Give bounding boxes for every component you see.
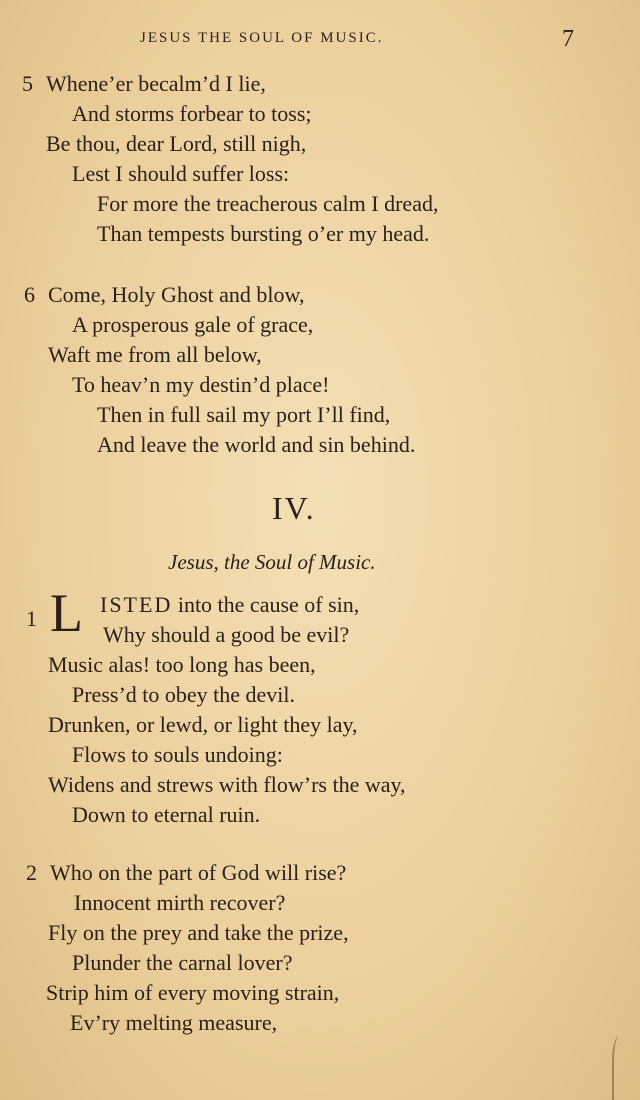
verse-line: Flows to souls undoing: [72,742,283,767]
drop-cap: L [50,583,83,643]
verse-line: Than tempests bursting o’er my head. [97,221,430,246]
verse-line: Widens and strews with flow’rs the way, [48,772,406,797]
verse-line: A prosperous gale of grace, [72,312,314,337]
verse-line: Music alas! too long has been, [48,652,316,677]
hymn-number: IV. [272,490,316,526]
verse-line: And storms forbear to toss; [72,101,312,126]
stanza-number: 6 [24,282,35,307]
hymn-title: Jesus, the Soul of Music. [168,550,376,574]
verse-line: Innocent mirth recover? [74,890,286,915]
first-word-caps: ISTED [100,592,173,617]
verse-line: To heav’n my destin’d place! [72,372,330,397]
page-number: 7 [562,26,574,52]
verse-line: Whene’er becalm’d I lie, [46,71,266,96]
verse-line: Then in full sail my port I’ll find, [97,402,391,427]
verse-line: Who on the part of God will rise? [50,860,347,885]
verse-line: And leave the world and sin behind. [97,432,416,457]
verse-line: For more the treacherous calm I dread, [97,191,439,216]
stanza-number: 2 [26,860,37,885]
verse-line: Press’d to obey the devil. [72,682,296,707]
verse-line-first [100,594,359,616]
first-line-rest: into the cause of sin, [172,592,360,617]
verse-line: Why should a good be evil? [103,622,350,647]
page-edge-mark [612,1036,630,1100]
verse-line: Come, Holy Ghost and blow, [48,282,305,307]
stanza-number: 1 [26,606,37,631]
verse-line: Strip him of every moving strain, [46,980,340,1005]
verse-line: Down to eternal ruin. [72,802,261,827]
verse-line: Lest I should suffer loss: [72,161,290,186]
verse-line: Ev’ry melting measure, [70,1010,278,1035]
verse-line: Waft me from all below, [48,342,262,367]
verse-line: Fly on the prey and take the prize, [48,920,349,945]
verse-line: Be thou, dear Lord, still nigh, [46,131,307,156]
stanza-number: 5 [22,71,33,96]
verse-line: Drunken, or lewd, or light they lay, [48,712,358,737]
verse-line: Plunder the carnal lover? [72,950,293,975]
running-head: JESUS THE SOUL OF MUSIC. [140,30,384,46]
